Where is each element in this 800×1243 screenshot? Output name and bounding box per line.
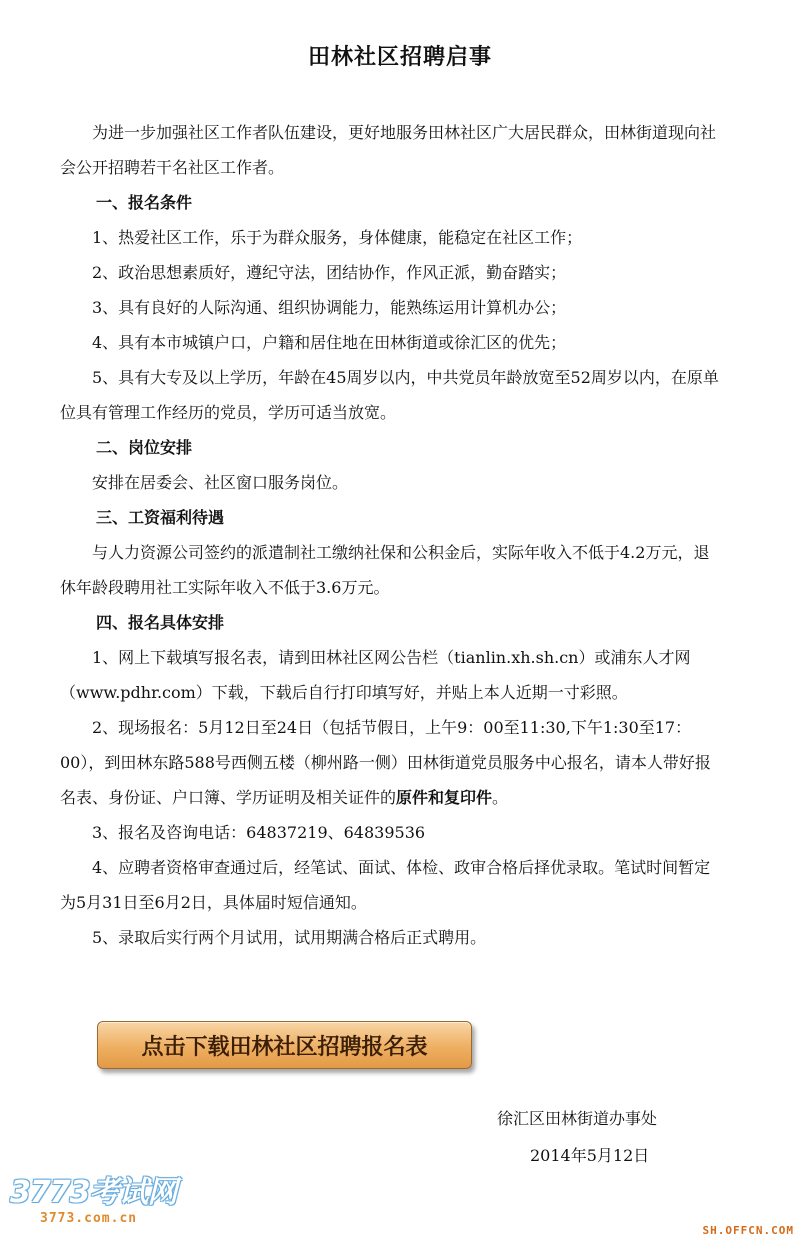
section-heading-positions: 二、岗位安排 <box>96 438 193 457</box>
download-form-button[interactable]: 点击下载田林社区招聘报名表 <box>97 1021 472 1069</box>
arrangement-item-text: 2、现场报名：5月12日至24日（包括节假日，上午9：00至11:30,下午1:30至17：00），到田林东路588号西侧五楼（柳州路一侧）田林街道党员服务中心报名，请本人带好报名表、身份证、户口簿、学历证明及相关证件的 <box>60 718 711 807</box>
site-logo-watermark <box>10 1175 180 1233</box>
condition-item: 2、政治思想素质好，遵纪守法，团结协作，作风正派，勤奋踏实； <box>92 263 567 282</box>
positions-text: 安排在居委会、社区窗口服务岗位。 <box>92 473 349 492</box>
arrangement-item-end: 。 <box>492 788 509 807</box>
arrangement-item-emphasis: 原件和复印件 <box>396 788 493 807</box>
salary-text: 与人力资源公司签约的派遣制社工缴纳社保和公积金后，实际年收入不低于4.2万元，退休年龄段聘用社工实际年收入不低于3.6万元。 <box>60 543 710 597</box>
arrangement-item: 1、网上下载填写报名表，请到田林社区网公告栏（tianlin.xh.sh.cn）或浦东人才网（www.pdhr.com）下载，下载后自行打印填写好，并贴上本人近期一寸彩照。 <box>60 648 691 702</box>
intro-paragraph: 为进一步加强社区工作者队伍建设，更好地服务田林社区广大居民群众，田林街道现向社会公开招聘若干名社区工作者。 <box>60 123 717 177</box>
section-heading-arrangement: 四、报名具体安排 <box>96 613 225 632</box>
notice-body <box>60 115 720 955</box>
arrangement-item <box>60 710 720 815</box>
notice-date: 2014年5月12日 <box>530 1146 650 1165</box>
condition-item: 5、具有大专及以上学历，年龄在45周岁以内，中共党员年龄放宽至52周岁以内，在原单位具有管理工作经历的党员，学历可适当放宽。 <box>60 368 719 422</box>
logo-domain: 3773.com.cn <box>40 1211 138 1226</box>
condition-item: 1、热爱社区工作，乐于为群众服务，身体健康，能稳定在社区工作； <box>92 228 583 247</box>
section-heading-salary: 三、工资福利待遇 <box>96 508 225 527</box>
arrangement-item: 3、报名及咨询电话：64837219、64839536 <box>92 823 426 842</box>
logo-text: 3773考试网 <box>10 1175 177 1210</box>
arrangement-item: 5、录取后实行两个月试用，试用期满合格后正式聘用。 <box>92 928 487 947</box>
page-title: 田林社区招聘启事 <box>307 45 492 70</box>
signature: 徐汇区田林街道办事处 <box>497 1109 658 1128</box>
site-watermark: SH.OFFCN.COM <box>702 1224 794 1237</box>
arrangement-item: 4、应聘者资格审查通过后，经笔试、面试、体检、政审合格后择优录取。笔试时间暂定为5月31日至6月2日，具体届时短信通知。 <box>60 858 711 912</box>
section-heading-conditions: 一、报名条件 <box>96 193 193 212</box>
condition-item: 3、具有良好的人际沟通、组织协调能力，能熟练运用计算机办公； <box>92 298 567 317</box>
condition-item: 4、具有本市城镇户口，户籍和居住地在田林街道或徐汇区的优先； <box>92 333 567 352</box>
